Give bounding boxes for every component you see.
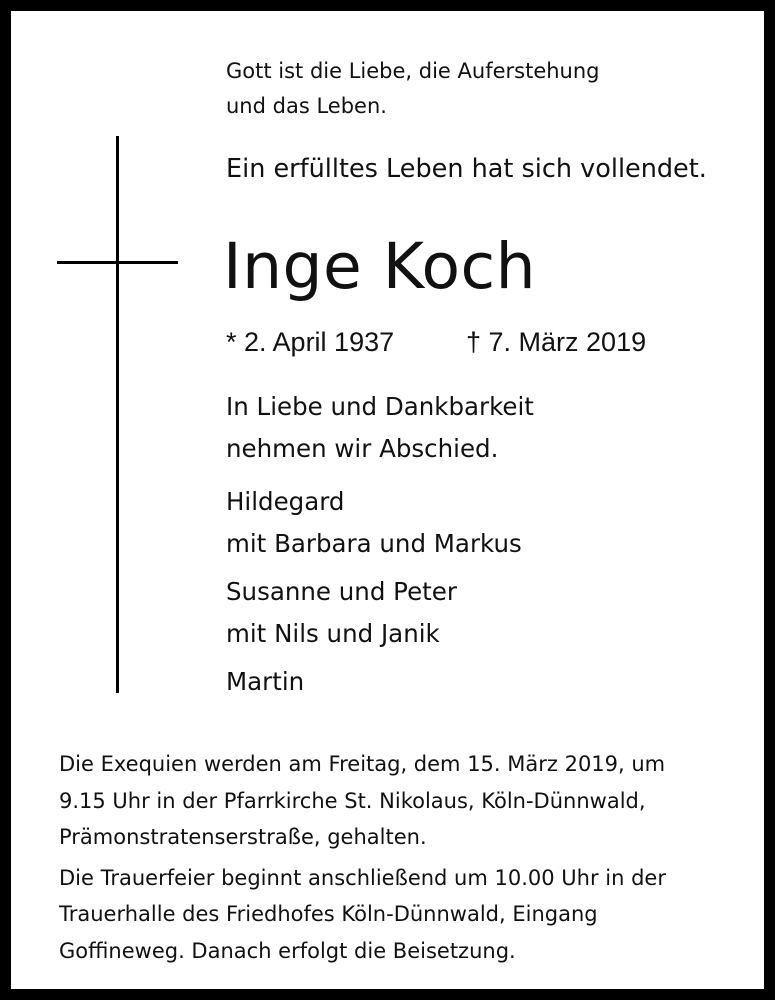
funeral-line: Die Exequien werden am Freitag, dem 15. März 2019, um: [59, 752, 666, 776]
exequien-paragraph: [59, 746, 666, 856]
mourner-line: mit Nils und Janik: [226, 619, 440, 648]
farewell-text: [226, 386, 534, 470]
funeral-info: [59, 746, 666, 973]
mourner-line: Martin: [226, 667, 305, 696]
motto-verse: [226, 54, 600, 124]
birth-date: * 2. April 1937: [226, 327, 395, 357]
mourner-group: [226, 571, 522, 655]
funeral-line: Prämonstratenserstraße, gehalten.: [59, 825, 427, 849]
funeral-line: Goffineweg. Danach erfolgt die Beisetzung.: [59, 938, 516, 963]
mourner-line: Susanne und Peter: [226, 577, 457, 606]
cross-horizontal-bar: [57, 261, 178, 264]
funeral-line: Trauerhalle des Friedhofes Köln-Dünnwald, Eingang: [59, 902, 598, 926]
mourner-line: Hildegard: [226, 487, 345, 516]
farewell-line: In Liebe und Dankbarkeit: [226, 392, 534, 421]
funeral-line: 9.15 Uhr in der Pfarrkirche St. Nikolaus, Köln-Dünnwald,: [59, 788, 646, 813]
trauerfeier-paragraph: [59, 860, 666, 970]
motto-line: Gott ist die Liebe, die Auferstehung: [226, 59, 600, 83]
mourners-list: [226, 481, 522, 709]
subtitle: Ein erfülltes Leben hat sich vollendet.: [226, 154, 707, 184]
funeral-line: Die Trauerfeier beginnt anschließend um 10.00 Uhr in der: [59, 865, 666, 890]
mourner-line: mit Barbara und Markus: [226, 529, 522, 558]
mourner-group: [226, 661, 522, 703]
death-date: † 7. März 2019: [466, 327, 647, 357]
farewell-line: nehmen wir Abschied.: [226, 434, 499, 463]
deceased-name: Inge Koch: [223, 230, 537, 303]
mourner-group: [226, 481, 522, 565]
cross-vertical-bar: [116, 136, 119, 693]
motto-line: und das Leben.: [226, 94, 387, 118]
